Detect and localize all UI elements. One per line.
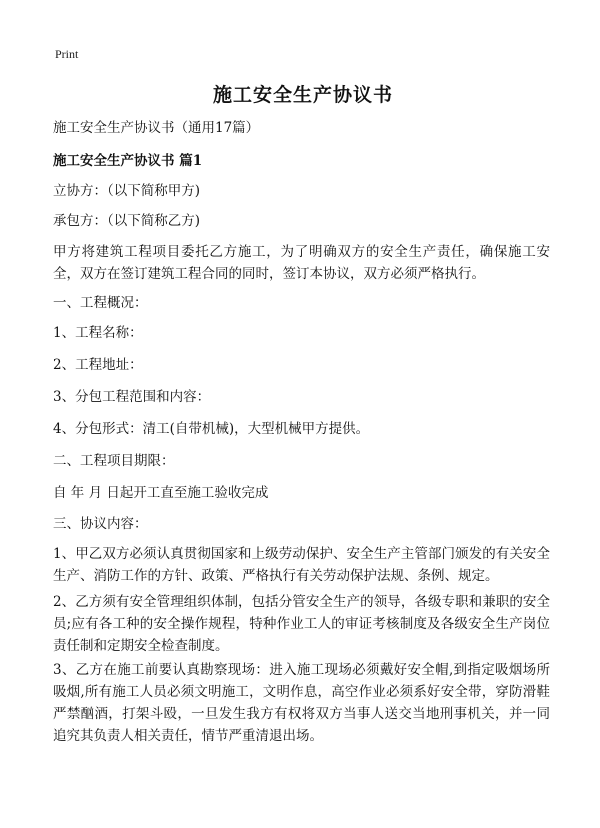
item-scope: 3、分包工程范围和内容： (53, 389, 211, 405)
project-period: 自 年 月 日起开工直至施工验收完成 (53, 485, 269, 501)
intro-paragraph: 甲方将建筑工程项目委托乙方施工，为了明确双方的安全生产责任，确保施工安全，双方在签订建筑工程合同的同时，签订本协议，双方必须严格执行。 (53, 244, 550, 282)
section-3-heading: 三、协议内容： (53, 516, 148, 532)
section-1-heading: 一、工程概况： (53, 295, 148, 311)
document-subtitle: 施工安全生产协议书（通用17篇） (53, 120, 260, 136)
document-title: 施工安全生产协议书 (212, 84, 393, 106)
item-project-name: 1、工程名称： (53, 325, 143, 341)
party-b-line: 承包方：（以下简称乙方) (53, 213, 201, 229)
clause-2: 2、乙方须有安全管理组织体制，包括分管安全生产的领导，各级专职和兼职的安全员;应有各工种的安全操作规程，特种作业工人的审证考核制度及各级安全生产岗位责任制和定期安全检查制度。 (53, 594, 550, 654)
section-heading: 施工安全生产协议书 篇1 (53, 153, 203, 169)
print-label: Print (55, 47, 79, 61)
party-a-line: 立协方：（以下简称甲方) (53, 183, 201, 199)
clause-3: 3、乙方在施工前要认真勘察现场：进入施工现场必须戴好安全帽,到指定吸烟场所吸烟,所有施工人员必须文明施工，文明作息，高空作业必须系好安全带，穿防滑鞋严禁酗酒，打架斗殴，一旦发生我方有权将双方当事人送交当地刑事机关，并一同追究其负责人相关责任，情节严重清退出场。 (53, 662, 550, 744)
item-form: 4、分包形式：清工(自带机械)，大型机械甲方提供。 (53, 421, 370, 437)
section-2-heading: 二、工程项目期限： (53, 453, 175, 469)
item-project-address: 2、工程地址： (53, 357, 143, 373)
clause-1: 1、甲乙双方必须认真贯彻国家和上级劳动保护、安全生产主管部门颁发的有关安全生产、消防工作的方针、政策、严格执行有关劳动保护法规、条例、规定。 (53, 546, 550, 584)
